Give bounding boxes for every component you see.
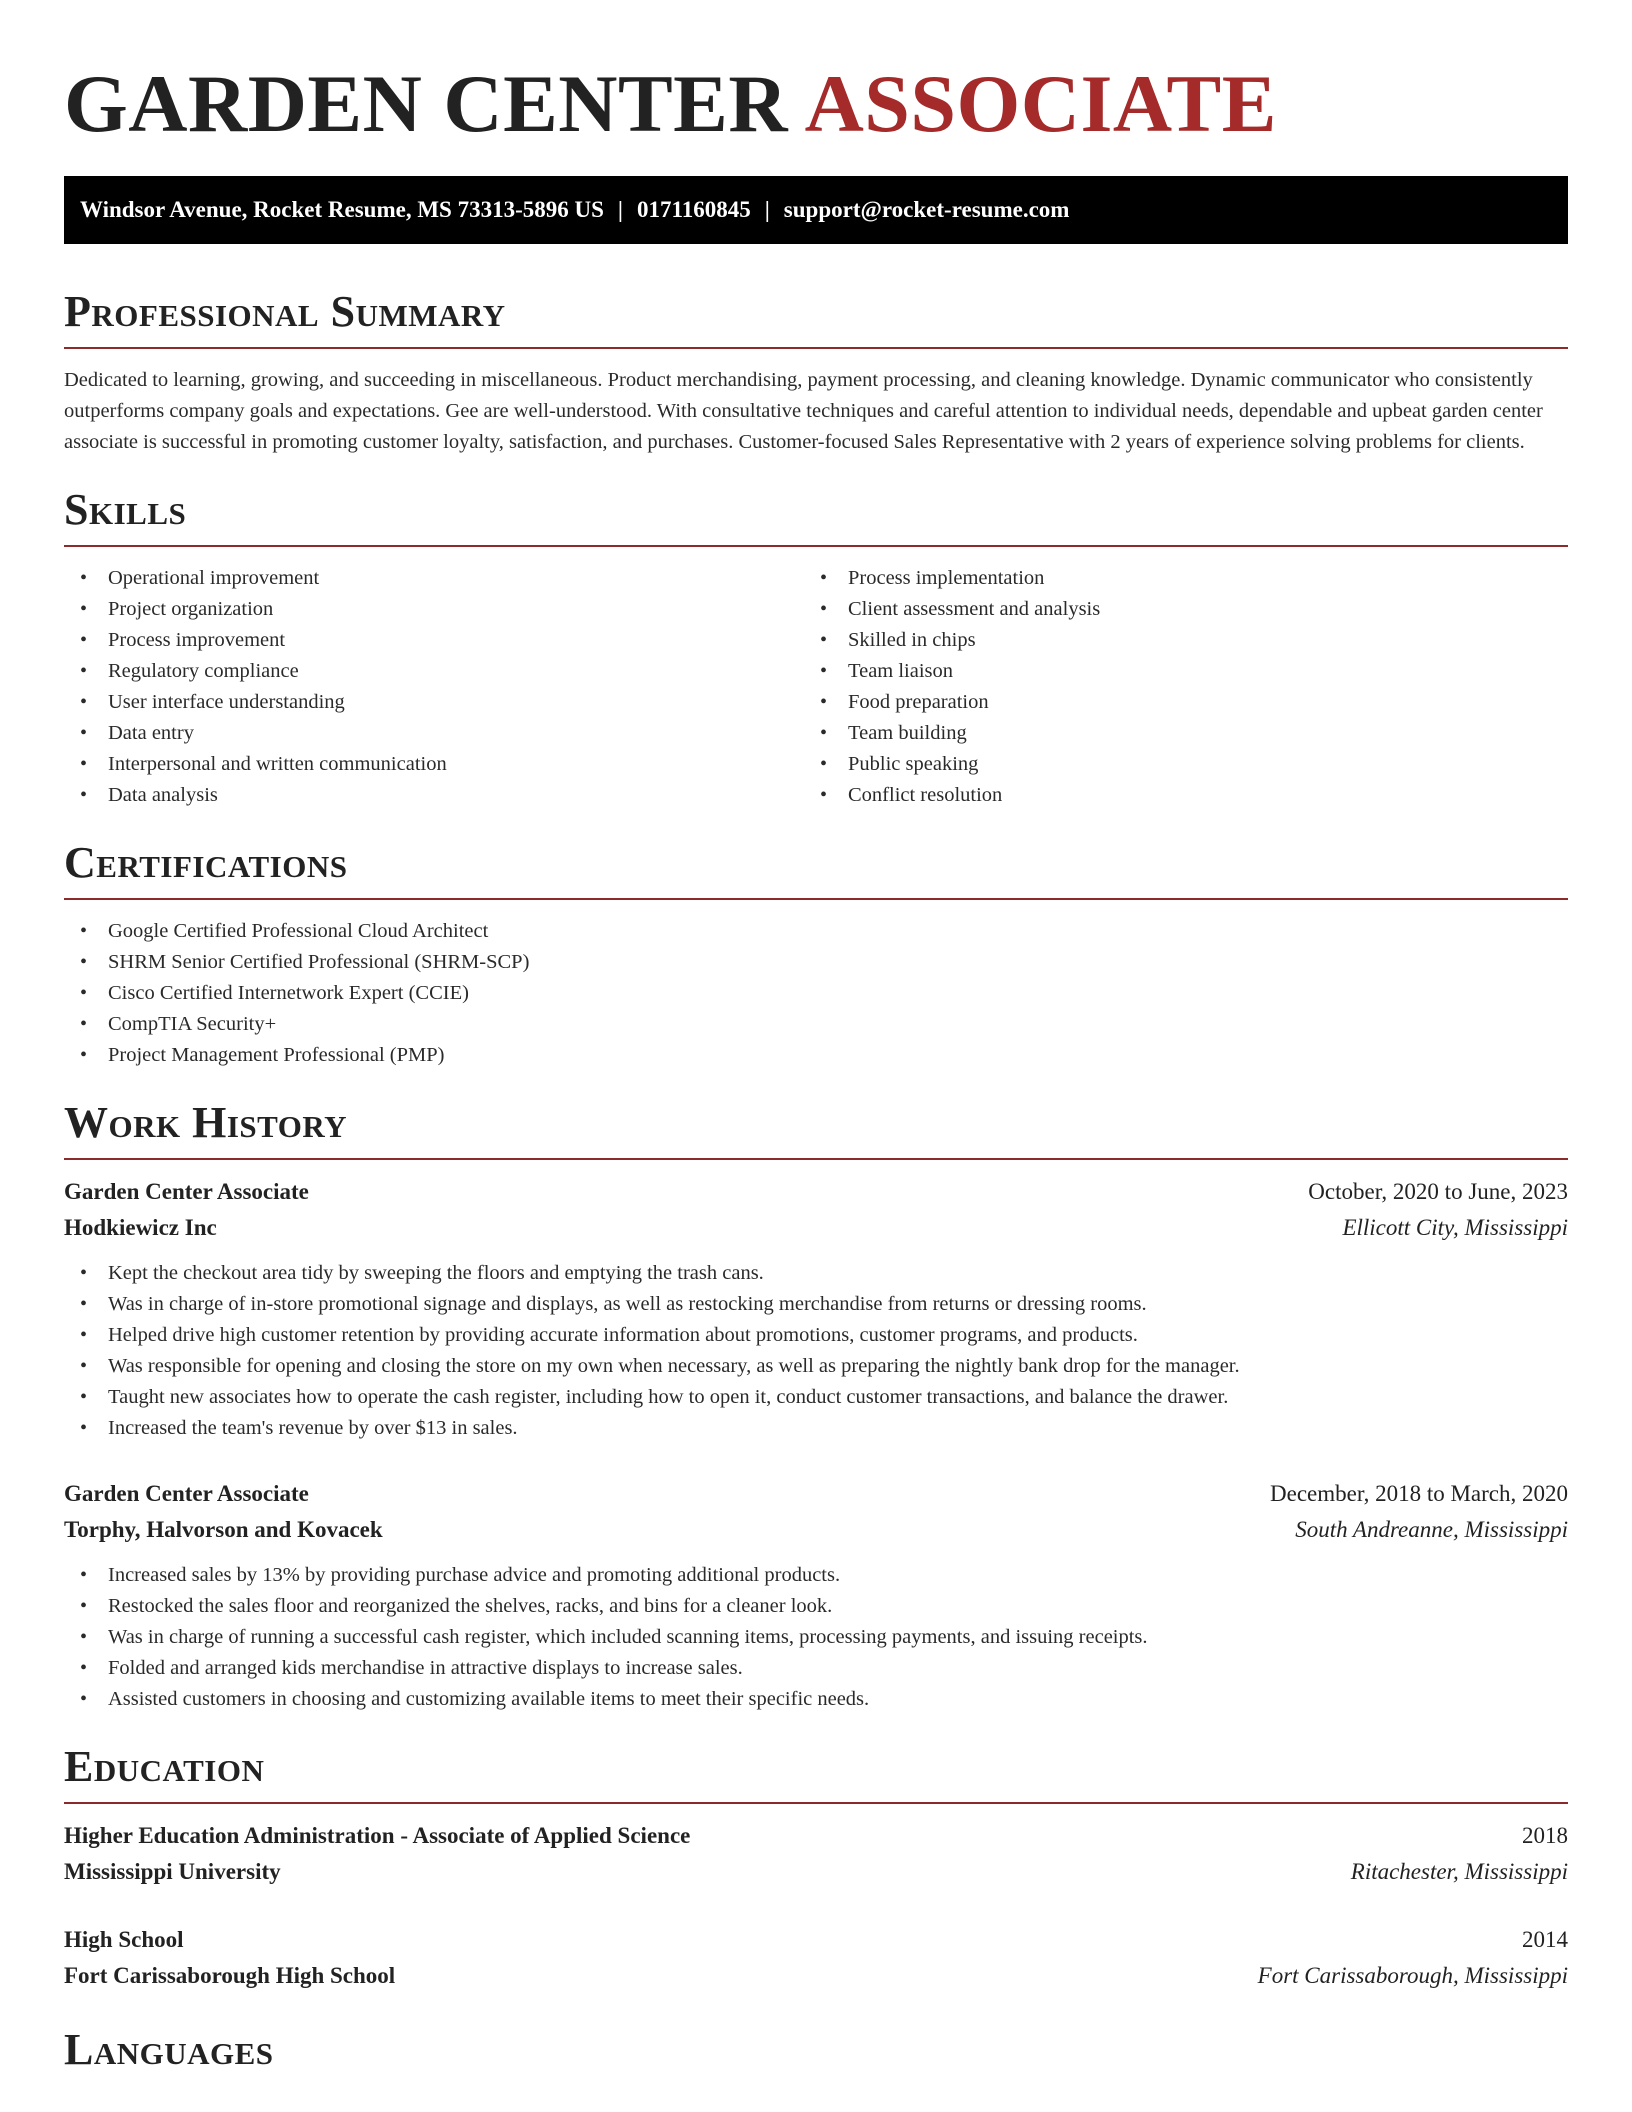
skills-column-left xyxy=(64,547,804,811)
job-bullet: • Kept the checkout area tidy by sweeping the floors and emptying the trash cans. xyxy=(64,1258,1568,1289)
certification-item: • Project Management Professional (PMP) xyxy=(64,1040,1568,1071)
skill-item: • Conflict resolution xyxy=(804,780,1544,811)
education-year: 2014 xyxy=(1522,1927,1568,1952)
job-company: Torphy, Halvorson and Kovacek xyxy=(64,1517,383,1542)
job-location: Ellicott City, Mississippi xyxy=(1342,1215,1568,1240)
job-header-row xyxy=(64,1174,1568,1210)
education-year: 2018 xyxy=(1522,1823,1568,1848)
skill-item: • Client assessment and analysis xyxy=(804,594,1544,625)
title-role-accent: ASSOCIATE xyxy=(804,58,1277,149)
skill-item: • Project organization xyxy=(64,594,804,625)
education-header-row xyxy=(64,1818,1568,1854)
languages-section xyxy=(64,2024,1568,2085)
job-dates: December, 2018 to March, 2020 xyxy=(1270,1481,1568,1506)
skill-item: • Process implementation xyxy=(804,563,1544,594)
education-entry xyxy=(64,1922,1568,1994)
skills-section xyxy=(64,484,1568,811)
skill-item: • Process improvement xyxy=(64,625,804,656)
job-bullet: • Taught new associates how to operate the cash register, including how to open it, conduct customer transactions, and balance the drawer. xyxy=(64,1382,1568,1413)
job-company-row xyxy=(64,1512,1568,1548)
skill-item: • Team building xyxy=(804,718,1544,749)
job-bullet: • Increased sales by 13% by providing purchase advice and promoting additional products. xyxy=(64,1560,1568,1591)
skills-columns xyxy=(64,547,1568,811)
job-bullet: • Was responsible for opening and closing the store on my own when necessary, as well as preparing the nightly bank drop for the manager. xyxy=(64,1351,1568,1382)
job-header-row xyxy=(64,1476,1568,1512)
job-bullet: • Was in charge of in-store promotional signage and displays, as well as restocking merchandise from returns or dressing rooms. xyxy=(64,1289,1568,1320)
contact-phone: 0171160845 xyxy=(636,197,751,222)
education-entry xyxy=(64,1818,1568,1890)
certifications-heading: Certifications xyxy=(64,837,1568,900)
skills-heading: Skills xyxy=(64,484,1568,547)
job-entry xyxy=(64,1476,1568,1715)
summary-text: Dedicated to learning, growing, and succeeding in miscellaneous. Product merchandising, payment processing, and cleaning knowledge. Dynamic communicator who consistently outperforms company goals and expectations. Gee are well-understood. With consultative techniques and careful attention to individual needs, dependable and upbeat garden center associate is successful in promoting customer loyalty, satisfaction, and purchases. Customer-focused Sales Representative with 2 years of experience solving problems for clients. xyxy=(64,369,1543,453)
summary-section xyxy=(64,286,1568,458)
title-role: GARDEN CENTER xyxy=(64,58,789,149)
contact-address: Windsor Avenue, Rocket Resume, MS 73313-5896 US xyxy=(80,197,604,222)
education-location: Fort Carissaborough, Mississippi xyxy=(1257,1963,1568,1988)
job-bullet: • Helped drive high customer retention by providing accurate information about promotions, customer programs, and products. xyxy=(64,1320,1568,1351)
skill-item: • Food preparation xyxy=(804,687,1544,718)
skills-column-right xyxy=(804,547,1544,811)
skill-item: • Team liaison xyxy=(804,656,1544,687)
education-school-row xyxy=(64,1854,1568,1890)
job-company-row xyxy=(64,1210,1568,1246)
skill-item: • Skilled in chips xyxy=(804,625,1544,656)
certification-item: • CompTIA Security+ xyxy=(64,1009,1568,1040)
job-bullet: • Restocked the sales floor and reorganized the shelves, racks, and bins for a cleaner look. xyxy=(64,1591,1568,1622)
job-title: Garden Center Associate xyxy=(64,1481,309,1506)
work-history-heading: Work History xyxy=(64,1097,1568,1160)
education-school-row xyxy=(64,1958,1568,1994)
job-dates: October, 2020 to June, 2023 xyxy=(1308,1179,1568,1204)
education-school: Fort Carissaborough High School xyxy=(64,1963,396,1988)
skill-item: • Data analysis xyxy=(64,780,804,811)
education-degree: Higher Education Administration - Associate of Applied Science xyxy=(64,1823,691,1848)
job-bullet: • Assisted customers in choosing and customizing available items to meet their specific needs. xyxy=(64,1684,1568,1715)
certification-item: • Cisco Certified Internetwork Expert (CCIE) xyxy=(64,978,1568,1009)
certification-item: • SHRM Senior Certified Professional (SHRM-SCP) xyxy=(64,947,1568,978)
skill-item: • Interpersonal and written communication xyxy=(64,749,804,780)
education-header-row xyxy=(64,1922,1568,1958)
contact-email: support@rocket-resume.com xyxy=(783,197,1070,222)
work-history-section xyxy=(64,1097,1568,1715)
education-degree: High School xyxy=(64,1927,184,1952)
education-heading: Education xyxy=(64,1741,1568,1804)
languages-heading: Languages xyxy=(64,2025,274,2074)
education-location: Ritachester, Mississippi xyxy=(1350,1859,1568,1884)
job-entry xyxy=(64,1174,1568,1444)
job-bullet: • Increased the team's revenue by over $13 in sales. xyxy=(64,1413,1568,1444)
job-company: Hodkiewicz Inc xyxy=(64,1215,217,1240)
skill-item: • Public speaking xyxy=(804,749,1544,780)
certification-item: • Google Certified Professional Cloud Architect xyxy=(64,916,1568,947)
skill-item: • Regulatory compliance xyxy=(64,656,804,687)
skill-item: • User interface understanding xyxy=(64,687,804,718)
job-location: South Andreanne, Mississippi xyxy=(1295,1517,1568,1542)
job-bullet: • Folded and arranged kids merchandise in attractive displays to increase sales. xyxy=(64,1653,1568,1684)
contact-separator: | xyxy=(617,197,623,222)
skill-item: • Data entry xyxy=(64,718,804,749)
skill-item: • Operational improvement xyxy=(64,563,804,594)
summary-heading: Professional Summary xyxy=(64,286,1568,349)
contact-bar xyxy=(64,176,1568,244)
job-title: Garden Center Associate xyxy=(64,1179,309,1204)
job-bullet: • Was in charge of running a successful cash register, which included scanning items, processing payments, and issuing receipts. xyxy=(64,1622,1568,1653)
certifications-section xyxy=(64,837,1568,1071)
resume-title xyxy=(64,0,1568,150)
education-section xyxy=(64,1741,1568,1994)
contact-separator: | xyxy=(764,197,770,222)
education-school: Mississippi University xyxy=(64,1859,281,1884)
